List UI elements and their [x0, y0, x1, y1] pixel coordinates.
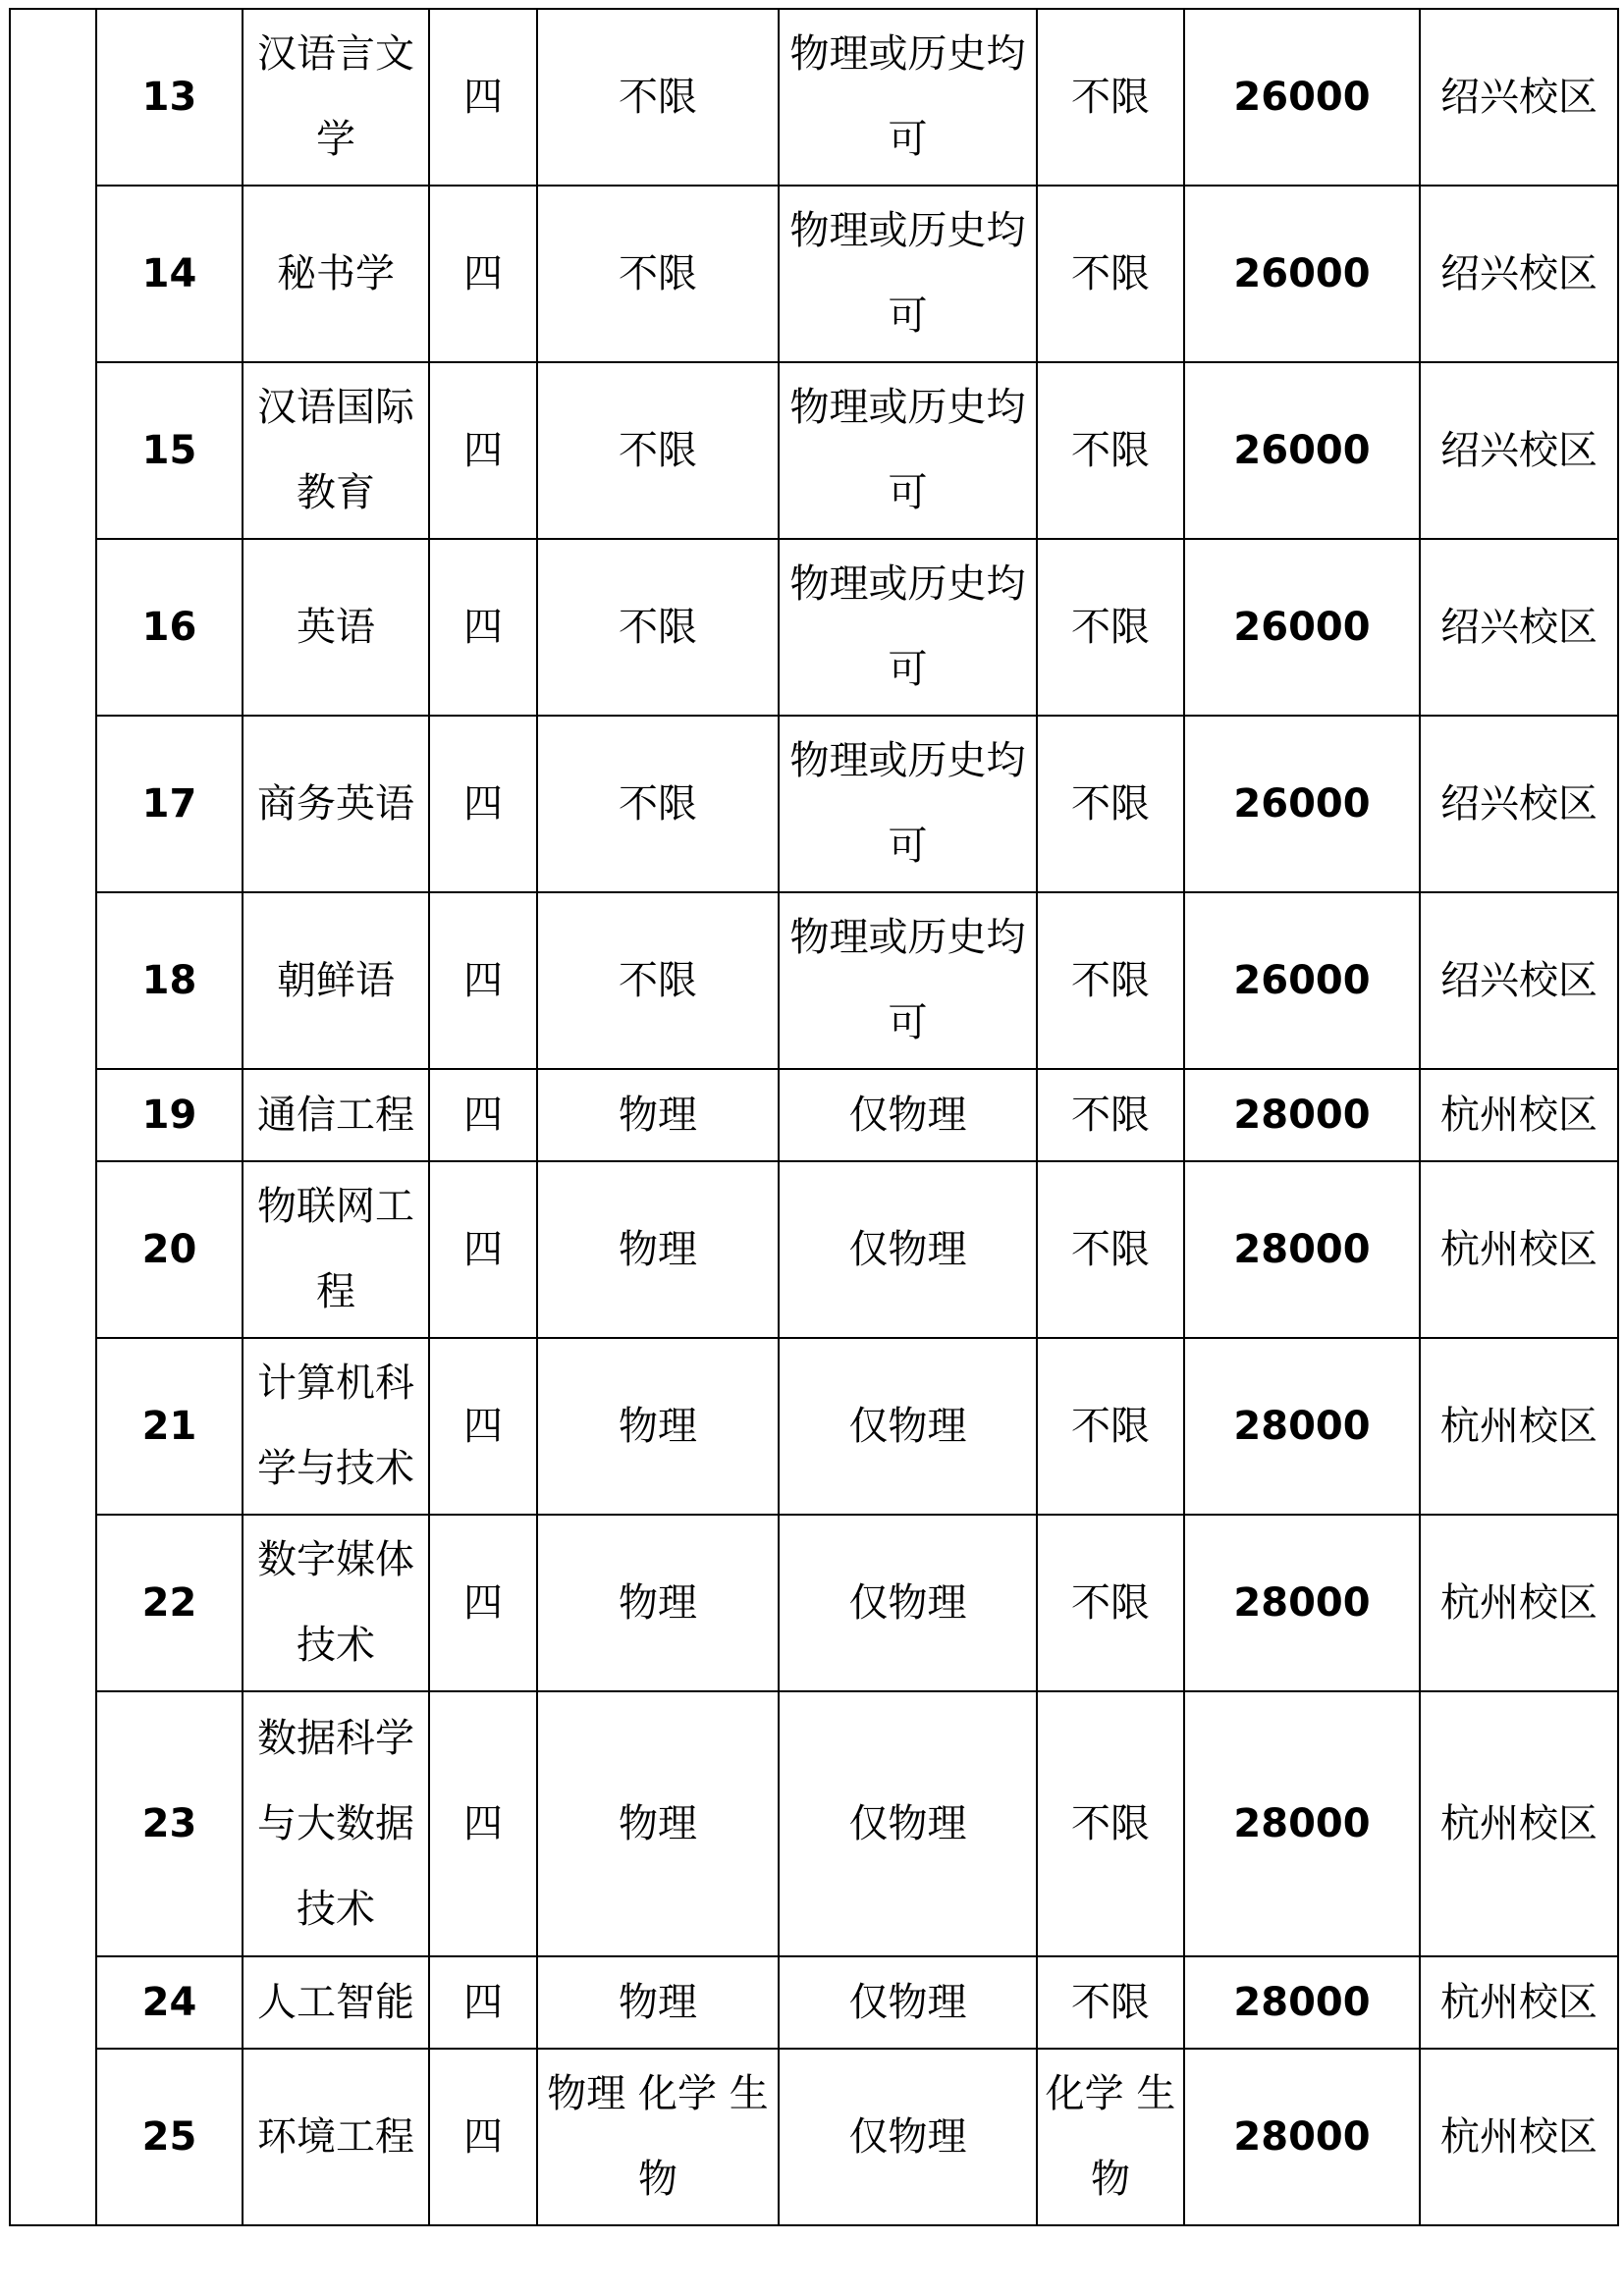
subject-requirement: 不限 — [537, 186, 779, 362]
campus: 杭州校区 — [1420, 1691, 1618, 1956]
row-number: 15 — [96, 362, 243, 539]
tuition-fee: 28000 — [1184, 1956, 1420, 2049]
row-number: 25 — [96, 2049, 243, 2225]
tuition-fee: 28000 — [1184, 1338, 1420, 1515]
subject-requirement: 物理 — [537, 1338, 779, 1515]
tuition-fee: 26000 — [1184, 892, 1420, 1069]
primary-subject: 物理或历史均可 — [779, 362, 1037, 539]
major-name: 商务英语 — [243, 716, 429, 892]
elective-subject: 不限 — [1037, 1691, 1184, 1956]
major-name: 物联网工程 — [243, 1161, 429, 1338]
elective-subject: 不限 — [1037, 9, 1184, 186]
table-row — [10, 186, 1618, 362]
tuition-fee: 26000 — [1184, 186, 1420, 362]
subject-requirement: 不限 — [537, 362, 779, 539]
tuition-fee: 28000 — [1184, 1691, 1420, 1956]
subject-requirement: 不限 — [537, 539, 779, 716]
elective-subject: 不限 — [1037, 1515, 1184, 1691]
primary-subject: 物理或历史均可 — [779, 9, 1037, 186]
subject-requirement: 物理 — [537, 1691, 779, 1956]
row-number: 22 — [96, 1515, 243, 1691]
row-number: 13 — [96, 9, 243, 186]
primary-subject: 仅物理 — [779, 1691, 1037, 1956]
subject-requirement: 物理 — [537, 1515, 779, 1691]
row-number: 16 — [96, 539, 243, 716]
major-name: 环境工程 — [243, 2049, 429, 2225]
major-name: 汉语言文学 — [243, 9, 429, 186]
table-row — [10, 716, 1618, 892]
table-row — [10, 1161, 1618, 1338]
tuition-fee: 26000 — [1184, 539, 1420, 716]
major-name: 数字媒体技术 — [243, 1515, 429, 1691]
primary-subject: 物理或历史均可 — [779, 539, 1037, 716]
major-name: 秘书学 — [243, 186, 429, 362]
study-years: 四 — [429, 186, 537, 362]
campus: 绍兴校区 — [1420, 716, 1618, 892]
subject-requirement: 物理 化学 生物 — [537, 2049, 779, 2225]
campus: 杭州校区 — [1420, 1069, 1618, 1161]
table-row — [10, 1069, 1618, 1161]
row-number: 18 — [96, 892, 243, 1069]
table-row — [10, 539, 1618, 716]
major-name: 数据科学与大数据技术 — [243, 1691, 429, 1956]
primary-subject: 仅物理 — [779, 1338, 1037, 1515]
study-years: 四 — [429, 1515, 537, 1691]
campus: 绍兴校区 — [1420, 9, 1618, 186]
campus: 绍兴校区 — [1420, 892, 1618, 1069]
table-row — [10, 1338, 1618, 1515]
tuition-fee: 26000 — [1184, 362, 1420, 539]
row-number: 14 — [96, 186, 243, 362]
elective-subject: 不限 — [1037, 1338, 1184, 1515]
table-row — [10, 1691, 1618, 1956]
elective-subject: 不限 — [1037, 892, 1184, 1069]
row-number: 24 — [96, 1956, 243, 2049]
major-name: 汉语国际教育 — [243, 362, 429, 539]
study-years: 四 — [429, 2049, 537, 2225]
elective-subject: 不限 — [1037, 362, 1184, 539]
study-years: 四 — [429, 1956, 537, 2049]
study-years: 四 — [429, 539, 537, 716]
study-years: 四 — [429, 892, 537, 1069]
campus: 杭州校区 — [1420, 1338, 1618, 1515]
major-name: 朝鲜语 — [243, 892, 429, 1069]
primary-subject: 仅物理 — [779, 2049, 1037, 2225]
elective-subject: 不限 — [1037, 716, 1184, 892]
study-years: 四 — [429, 362, 537, 539]
elective-subject: 不限 — [1037, 1956, 1184, 2049]
major-name: 英语 — [243, 539, 429, 716]
table-row — [10, 2049, 1618, 2225]
elective-subject: 不限 — [1037, 186, 1184, 362]
study-years: 四 — [429, 1069, 537, 1161]
row-number: 19 — [96, 1069, 243, 1161]
table-row — [10, 892, 1618, 1069]
campus: 绍兴校区 — [1420, 186, 1618, 362]
row-number: 21 — [96, 1338, 243, 1515]
study-years: 四 — [429, 1161, 537, 1338]
primary-subject: 仅物理 — [779, 1956, 1037, 2049]
study-years: 四 — [429, 1691, 537, 1956]
subject-requirement: 物理 — [537, 1956, 779, 2049]
primary-subject: 物理或历史均可 — [779, 716, 1037, 892]
tuition-fee: 26000 — [1184, 716, 1420, 892]
row-number: 17 — [96, 716, 243, 892]
primary-subject: 物理或历史均可 — [779, 892, 1037, 1069]
table-row — [10, 9, 1618, 186]
table-row — [10, 1515, 1618, 1691]
subject-requirement: 物理 — [537, 1161, 779, 1338]
campus: 杭州校区 — [1420, 1161, 1618, 1338]
elective-subject: 不限 — [1037, 1161, 1184, 1338]
merged-category-cell — [10, 9, 96, 2225]
primary-subject: 仅物理 — [779, 1161, 1037, 1338]
elective-subject: 化学 生物 — [1037, 2049, 1184, 2225]
major-name: 通信工程 — [243, 1069, 429, 1161]
tuition-fee: 28000 — [1184, 1515, 1420, 1691]
tuition-fee: 28000 — [1184, 1069, 1420, 1161]
row-number: 20 — [96, 1161, 243, 1338]
primary-subject: 物理或历史均可 — [779, 186, 1037, 362]
subject-requirement: 不限 — [537, 892, 779, 1069]
campus: 绍兴校区 — [1420, 362, 1618, 539]
majors-table — [9, 8, 1619, 2226]
campus: 杭州校区 — [1420, 1956, 1618, 2049]
study-years: 四 — [429, 1338, 537, 1515]
campus: 杭州校区 — [1420, 2049, 1618, 2225]
tuition-fee: 28000 — [1184, 1161, 1420, 1338]
primary-subject: 仅物理 — [779, 1515, 1037, 1691]
elective-subject: 不限 — [1037, 1069, 1184, 1161]
subject-requirement: 物理 — [537, 1069, 779, 1161]
tuition-fee: 26000 — [1184, 9, 1420, 186]
campus: 杭州校区 — [1420, 1515, 1618, 1691]
study-years: 四 — [429, 716, 537, 892]
subject-requirement: 不限 — [537, 716, 779, 892]
major-name: 人工智能 — [243, 1956, 429, 2049]
primary-subject: 仅物理 — [779, 1069, 1037, 1161]
tuition-fee: 28000 — [1184, 2049, 1420, 2225]
table-row — [10, 1956, 1618, 2049]
study-years: 四 — [429, 9, 537, 186]
major-name: 计算机科学与技术 — [243, 1338, 429, 1515]
row-number: 23 — [96, 1691, 243, 1956]
elective-subject: 不限 — [1037, 539, 1184, 716]
table-row — [10, 362, 1618, 539]
campus: 绍兴校区 — [1420, 539, 1618, 716]
subject-requirement: 不限 — [537, 9, 779, 186]
